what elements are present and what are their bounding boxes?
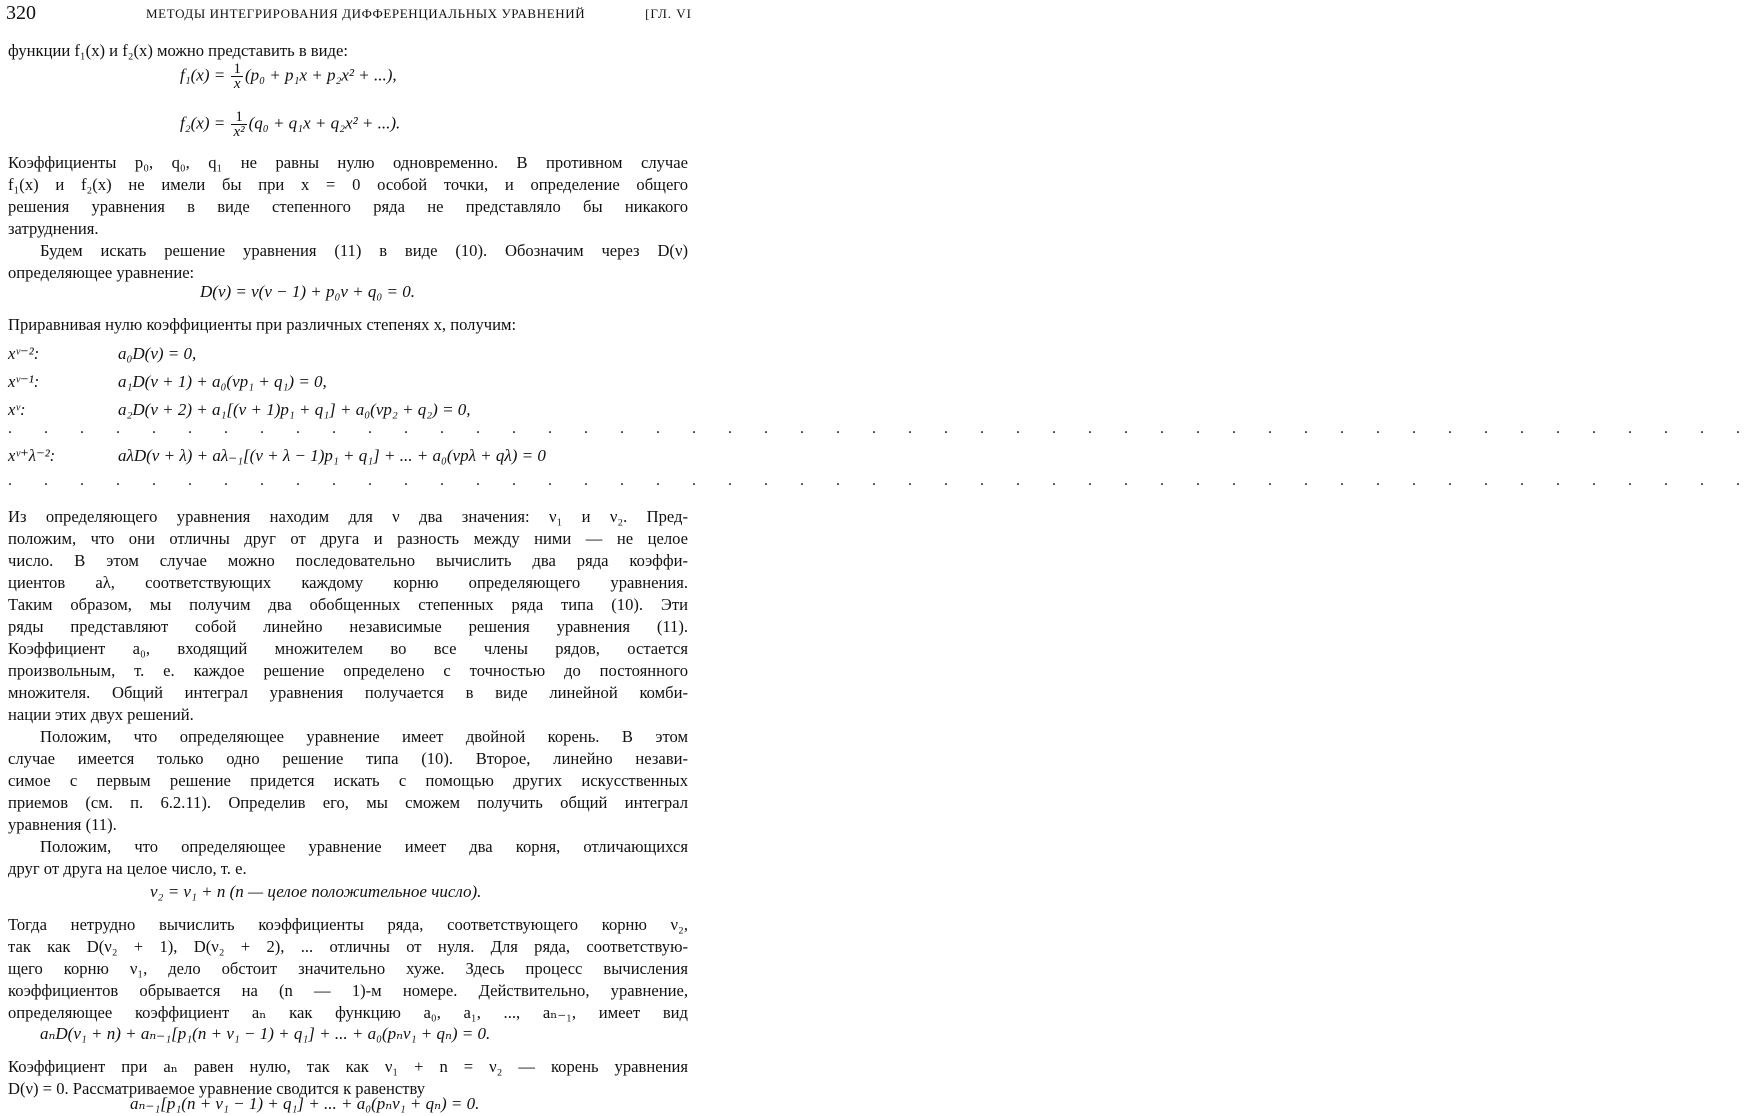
text-line: множителя. Общий интеграл уравнения получается в виде линейной комби- — [8, 683, 688, 702]
page-number: 320 — [6, 2, 36, 24]
equation-f2 — [180, 110, 400, 139]
denominator: x — [233, 76, 241, 92]
text-line: Будем искать решение уравнения (11) в виде (10). Обозначим через D(ν) — [40, 241, 688, 260]
text-line: уравнения (11). — [8, 815, 117, 834]
text-line: затруднения. — [8, 219, 99, 238]
text-line: ряды представляют собой линейно независимые решения уравнения (11). — [8, 617, 688, 636]
text-line: функции f₁(x) и f₂(x) можно представить в виде: — [8, 41, 348, 60]
equation-final: aₙ₋₁[p₁(n + ν₁ − 1) + q₁] + ... + a₀(pₙν₁ + qₙ) = 0. — [130, 1094, 480, 1113]
running-header — [6, 2, 692, 26]
denominator: x² — [233, 124, 245, 140]
system-label: xᵛ: — [8, 400, 26, 419]
text-line: щего корню ν₁, дело обстоит значительно хуже. Здесь процесс вычисления — [8, 959, 688, 978]
text-line: Коэффициент при aₙ равен нулю, так как ν₁ + n = ν₂ — корень уравнения — [8, 1057, 688, 1076]
numerator: 1 — [233, 61, 241, 77]
text-line: нации этих двух решений. — [8, 705, 194, 724]
equation-f1 — [180, 62, 397, 91]
text-line: f₁(x) и f₂(x) не имели бы при x = 0 особой точки, и определение общего — [8, 175, 688, 194]
text-line: число. В этом случае можно последовательно вычислить два ряда коэффи- — [8, 551, 688, 570]
text-line: Тогда нетрудно вычислить коэффициенты ряда, соответствующего корню ν₂, — [8, 915, 688, 934]
numerator: 1 — [231, 110, 246, 125]
text-line: определяющее коэффициент aₙ как функцию a₀, a₁, ..., aₙ₋₁, имеет вид — [8, 1003, 688, 1022]
text-line: приемов (см. п. 6.2.11). Определив его, мы сможем получить общий интеграл — [8, 793, 688, 812]
text-line: симое с первым решение придется искать с помощью других искусственных — [8, 771, 688, 790]
text-line: Коэффициент a₀, входящий множителем во все члены рядов, остается — [8, 639, 688, 658]
text-line: определяющее уравнение: — [8, 263, 195, 282]
text-line: Положим, что определяющее уравнение имеет двойной корень. В этом — [40, 727, 688, 746]
eq-f1-lhs: f₁(x) = — [180, 65, 230, 85]
text-line: Таким образом, мы получим два обобщенных степенных ряда типа (10). Эти — [8, 595, 688, 614]
text-line: положим, что они отличны друг от друга и разность между ними — не целое — [8, 529, 688, 548]
system-equation: a₂D(ν + 2) + a₁[(ν + 1)p₁ + q₁] + a₀(νp₂ + q₂) = 0, — [118, 400, 471, 419]
text-line: Приравнивая нулю коэффициенты при различных степенях x, получим: — [8, 315, 517, 334]
system-equation: aλD(ν + λ) + aλ₋₁[(ν + λ − 1)p₁ + q₁] + ... + a₀(νpλ + qλ) = 0 — [118, 446, 546, 465]
system-label: xᵛ⁻²: — [8, 344, 40, 363]
text-line: Коэффициенты p₀, q₀, q₁ не равны нулю одновременно. В противном случае — [8, 153, 688, 172]
equation-an: aₙD(ν₁ + n) + aₙ₋₁[p₁(n + ν₁ − 1) + q₁] + ... + a₀(pₙν₁ + qₙ) = 0. — [40, 1024, 491, 1043]
text-line: случае имеется только одно решение типа (10). Второе, линейно незави- — [8, 749, 688, 768]
text-line: решения уравнения в виде степенного ряда не представляло бы никакого — [8, 197, 688, 216]
running-title: МЕТОДЫ ИНТЕГРИРОВАНИЯ ДИФФЕРЕНЦИАЛЬНЫХ УРАВНЕНИЙ — [146, 6, 586, 21]
equation-roots: ν₂ = ν₁ + n (n — целое положительное число). — [150, 882, 482, 901]
chapter-label: [ГЛ. VI — [645, 6, 692, 21]
text-line: так как D(ν₂ + 1), D(ν₂ + 2), ... отличны от нуля. Для ряда, соответствую- — [8, 937, 688, 956]
equation-determining: D(ν) = ν(ν − 1) + p₀ν + q₀ = 0. — [200, 282, 416, 301]
eq-f1-rhs: (p₀ + p₁x + p₂x² + ...), — [244, 65, 397, 85]
text-line: Из определяющего уравнения находим для ν два значения: ν₁ и ν₂. Пред- — [8, 507, 688, 526]
fraction — [231, 62, 243, 91]
text-line: циентов aλ, соответствующих каждому корню определяющего уравнения. — [8, 573, 688, 592]
eq-f2-lhs: f₂(x) = — [180, 113, 230, 133]
text-line: произвольным, т. е. каждое решение определено с точностью до постоянного — [8, 661, 688, 680]
dotted-row: . . . . . . . . . . . . . . . . . . . . . . . . . . . . . . . . . . . . . . . . . . . . . . . . . — [8, 420, 1754, 437]
dotted-row: . . . . . . . . . . . . . . . . . . . . . . . . . . . . . . . . . . . . . . . . . . . . . . . . . — [8, 472, 1754, 489]
system-equation: a₀D(ν) = 0, — [118, 344, 197, 363]
text-line: коэффициентов обрывается на (n — 1)-м номере. Действительно, уравнение, — [8, 981, 688, 1000]
text-line: Положим, что определяющее уравнение имеет два корня, отличающихся — [40, 837, 688, 856]
text-line: друг от друга на целое число, т. е. — [8, 859, 247, 878]
system-label: xᵛ⁺λ⁻²: — [8, 446, 56, 465]
eq-f2-rhs: (q₀ + q₁x + q₂x² + ...). — [248, 113, 401, 133]
system-equation: a₁D(ν + 1) + a₀(νp₁ + q₁) = 0, — [118, 372, 327, 391]
text-line: D(ν) = 0. Рассматриваемое уравнение сводится к равенству — [8, 1079, 426, 1098]
system-label: xᵛ⁻¹: — [8, 372, 40, 391]
fraction — [231, 110, 246, 139]
